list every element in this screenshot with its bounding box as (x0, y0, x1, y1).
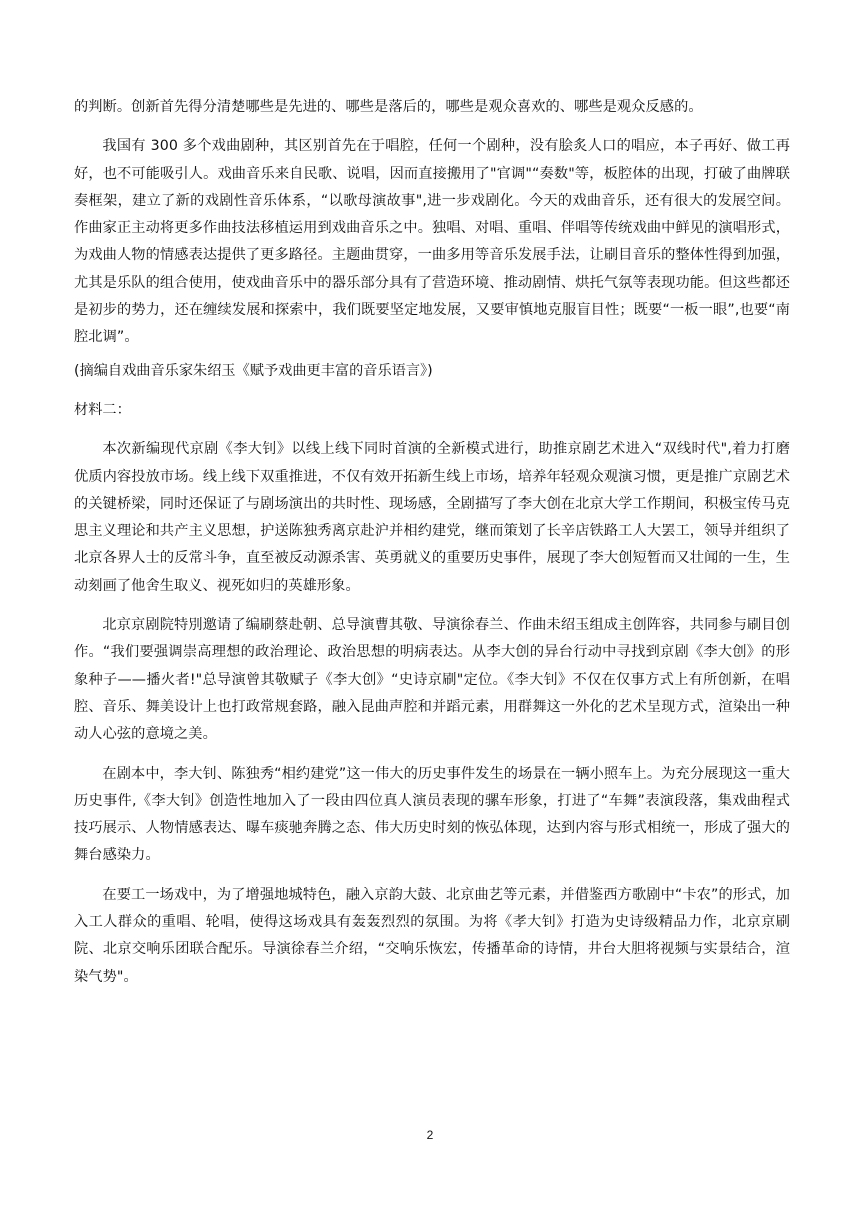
paragraph-creative-team: 北京京剧院特別邀请了编刷蔡赴朝、总导演曹其敬、导演徐春兰、作曲未绍玉组成主创阵容，共同参与刷目创作。“我们要强调崇高理想的政治理论、政治思想的明病表达。从李大创的异台行动中寻找到京剧《李大创》的形象种子——播火者!"总导演曾其敬赋子《李大创》“史诗京刷"定位。《李大钊》不仅在仅事方式上有所创新，在唱腔、音乐、舞美设计上也打政常规套路，融入昆曲声腔和并蹈元素，用群舞这一外化的艺术呈现方式，渲染出一种动人心弦的意境之美。 (74, 617, 790, 743)
source-citation: (摘编自戏曲音乐家朱绍玉《赋予戏曲更丰富的音乐语言》) (74, 362, 433, 379)
paragraph-continuation: 的判断。创新首先得分清楚哪些是先进的、哪些是落后的，哪些是观众喜欢的、哪些是观众反感的。 (74, 99, 703, 115)
document-body (74, 94, 790, 991)
paragraph-cart-dance: 在剧本中，李大钊、陈独秀“相约建党”这一伟大的历史事件发生的场景在一辆小照车上。为充分展现这一重大历史事件,《李大钊》创造性地加入了一段由四位真人演员表现的骡车形象，打进了“车舞”表演段落，集戏曲程式技巧展示、人物情感表达、曝车痰驰奔腾之态、伟大历史时刻的恢弘体现，达到内容与形式相统一，形成了强大的舞台感染力。 (74, 765, 790, 864)
paragraph-strike-scene: 在要工一场戏中，为了增强地城特色，融入京韵大鼓、北京曲艺等元素，并借鉴西方歌剧中“卡农”的形式，加入工人群众的重唱、轮唱，使得这场戏具有轰轰烈烈的氛围。为将《孝大钊》打造为史诗级精品力作，北京京刷院、北京交响乐团联合配乐。导演徐春兰介绍，“交响乐恢宏，传播革命的诗情，井台大胆将视频与实景结合，渲染气势"。 (74, 886, 790, 985)
paragraph-opera-music: 我国有 300 多个戏曲剧种，其区别首先在于唱腔，任何一个剧种，没有脍炙人口的唱应，本子再好、做工再好，也不可能吸引人。戏曲音乐来自民歌、说唱，因而直接搬用了"官调"“奏数"等，板腔体的出现，打破了曲牌联奏框架，建立了新的戏剧性音乐体系，“以歌母演故事",进一步戏剧化。今天的戏曲音乐，还有很大的发展空间。作曲家正主动将更多作曲技法移植运用到戏曲音乐之中。独唱、对唱、重唱、伴唱等传统戏曲中鲜见的演唱形式，为戏曲人物的情感表达提供了更多路径。主题曲贯穿，一曲多用等音乐发展手法，让刷目音乐的整体性得到加强，尤其是乐队的组合使用，使戏曲音乐中的器乐部分具有了营造环境、推动剧情、烘托气氛等表现功能。但这些都还是初步的势力，还在缠续发展和探索中，我们既要坚定地发展，又要审慎地克服盲目性；既要“一板一眼”,也要“南腔北调”。 (74, 138, 790, 346)
paragraph-li-dazhao-premiere: 本次新编现代京剧《李大钊》以线上线下同时首演的全新模式进行，助推京剧艺术进入“双线时代",着力打磨优质内容投放市场。线上线下双重推进，不仅有效开拓新生线上市场，培养年轻观众观演习惯，更是推广京剧艺术的关键桥梁，同时还保证了与剧场演出的共时性、现场感，全剧描写了李大创在北京大学工作期间，积极宝传马克思主义理论和共产主义思想，护送陈独秀离京赴沪并相约建党，继而策划了长辛店铁路工人大罢工，领导并组织了北京各界人士的反常斗争，直至被反动源杀害、英勇就义的重要历史事件，展现了李大创短暂而又壮闻的一生，生动刻画了他舍生取义、视死如归的英雄形象。 (74, 441, 790, 594)
page-number: 2 (426, 1128, 434, 1142)
material-two-label: 材料二： (74, 401, 131, 418)
